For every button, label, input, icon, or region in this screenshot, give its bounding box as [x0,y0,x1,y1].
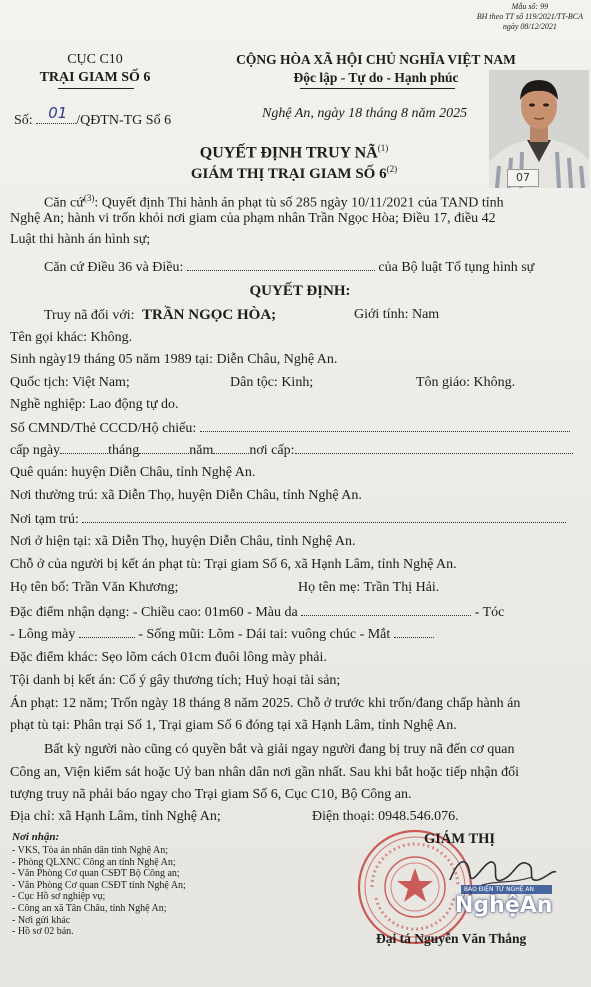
wanted-person-line: Truy nã đối với: TRẦN NGỌC HÒA; [44,307,277,323]
occupation: Nghề nghiệp: Lao động tự do. [10,397,179,412]
unit-underline [58,88,134,89]
alias: Tên gọi khác: Không. [10,330,133,345]
id-number-line: Số CMND/Thẻ CCCD/Hộ chiếu: [10,418,570,439]
motto: Độc lập - Tự do - Hạnh phúc [293,70,459,85]
document-title: QUYẾT ĐỊNH TRUY NÃ$^{(1)}$ [199,143,389,162]
notice-line-2: Công an, Viện kiểm sát hoặc Uỷ ban nhân dân nơi gần nhất. Sau khi bắt hoặc tiếp nhận đối [10,765,520,780]
nationality: Quốc tịch: Việt Nam; [10,375,130,390]
features-line-2: - Lông mày - Sống mũi: Lõm - Dái tai: vuông chúc - Mắt [10,624,434,645]
permanent-residence: Nơi thường trú: xã Diễn Thọ, huyện Diễn Châu, tỉnh Nghệ An. [10,488,362,503]
recipient-item: - Phòng QLXNC Công an tỉnh Nghệ An; [12,856,176,868]
signer-title: GIÁM THỊ [424,831,496,847]
handwritten-number: 01 [48,104,68,122]
current-residence: Nơi ở hiện tại: xã Diễn Thọ, huyện Diễn Châu, tỉnh Nghệ An. [10,534,356,549]
recipient-item: - Nơi gửi khác [12,914,71,926]
serving-place: Chỗ ở của người bị kết án phạt tù: Trại giam Số 6, xã Hạnh Lâm, tỉnh Nghệ An. [10,557,457,572]
recipients-title: Nơi nhận: [12,831,60,843]
prisoner-tag: 07 [507,169,539,187]
father-name: Họ tên bố: Trần Văn Khương; [10,580,179,595]
document-number: Số: 01 /QĐTN-TG Số 6 [14,104,172,128]
ethnicity: Dân tộc: Kinh; [230,375,314,390]
recipient-item: - VKS, Tòa án nhân dân tỉnh Nghệ An; [12,845,169,856]
basis-line-3: Luật thi hành án hình sự; [10,232,151,247]
crime: Tội danh bị kết án: Cố ý gây thương tích; Huỷ hoại tài sản; [10,673,341,688]
recipient-item: - Công an xã Tân Châu, tỉnh Nghệ An; [12,902,167,914]
sentence-line-2: phạt tù tại: Phân trại Số 1, Trại giam Số 6 đóng tại xã Hạnh Lâm, tỉnh Nghệ An. [10,718,457,733]
recipients-list [12,845,186,938]
recipient-item: - Văn Phòng Cơ quan CSĐT tỉnh Nghệ An; [12,879,186,891]
suspect-portrait-image [489,70,589,188]
temporary-residence-line: Nơi tạm trú: [10,509,566,530]
recipient-item: - Văn Phòng Cơ quan CSĐT Bộ Công an; [12,868,180,880]
basis-line-1: Căn cứ$^{(3)}$: Quyết định Thi hành án phạt tù số 285 ngày 10/11/2021 của TAND tỉnh [44,193,504,211]
sentence-line-1: Án phạt: 12 năm; Trốn ngày 18 tháng 8 năm 2025. Chỗ ở trước khi trốn/đang chấp hành án [10,696,521,711]
basis-line-4: Căn cứ Điều 36 và Điều: của Bộ luật Tố tụng hình sự [44,257,534,278]
place-date: Nghệ An, ngày 18 tháng 8 năm 2025 [262,106,468,121]
form-date: ngày 08/12/2021 [502,22,557,31]
contact-phone: Điện thoại: 0948.546.076. [312,809,459,824]
basis-line-2: Nghệ An; hành vi trốn khỏi nơi giam của phạm nhân Trần Ngọc Hòa; Điều 17, điều 42 [10,211,496,226]
motto-underline [300,88,455,89]
id-issue-line: cấp ngày tháng năm nơi cấp: [10,440,573,461]
other-features: Đặc điểm khác: Sẹo lõm cách 01cm đuôi lông mày phải. [10,650,327,665]
hometown: Quê quán: huyện Diễn Châu, tỉnh Nghệ An. [10,465,256,480]
unit-name: TRẠI GIAM SỐ 6 [39,70,151,85]
form-number: Mẫu số: 99 [511,2,549,11]
recipient-item: - Cục Hồ sơ nghiệp vụ; [12,891,106,903]
notice-line-1: Bất kỳ người nào cũng có quyền bắt và giải ngay người đang bị truy nã đến cơ quan [44,742,515,757]
contact-address: Địa chỉ: xã Hạnh Lâm, tỉnh Nghệ An; [10,809,221,824]
decision-heading: QUYẾT ĐỊNH: [249,283,351,299]
newspaper-watermark-logo: BÁO ĐIỆN TỬ NGHỆ AN NghệAn [455,886,553,918]
gender: Giới tính: Nam [354,307,440,322]
form-circular: BH theo TT số 119/2021/TT-BCA [476,12,583,21]
watermark-text: NghệAn [455,893,553,918]
wanted-person-name: TRẦN NGỌC HÒA; [142,307,277,323]
issuer-title: GIÁM THỊ TRẠI GIAM SỐ 6$^{(2)}$ [190,164,398,182]
recipient-item: - Hồ sơ 02 bản. [12,926,74,938]
features-line-1: Đặc điểm nhận dạng: - Chiều cao: 01m60 - Màu da - Tóc [10,602,504,623]
form-info [477,2,583,32]
notice-line-3: tượng truy nã phải báo ngay cho Trại giam Số 6, Cục C10, Bộ Công an. [10,787,412,802]
signer-name: Đại tá Nguyễn Văn Thắng [376,931,527,946]
birth-info: Sinh ngày19 tháng 05 năm 1989 tại: Diễn Châu, Nghệ An. [10,352,338,367]
mother-name: Họ tên mẹ: Trần Thị Hải. [298,580,440,595]
religion: Tôn giáo: Không. [416,375,516,390]
suspect-photo [489,70,589,188]
agency-name: CỤC C10 [67,52,123,67]
country-name: CỘNG HÒA XÃ HỘI CHỦ NGHĨA VIỆT NAM [236,52,516,67]
